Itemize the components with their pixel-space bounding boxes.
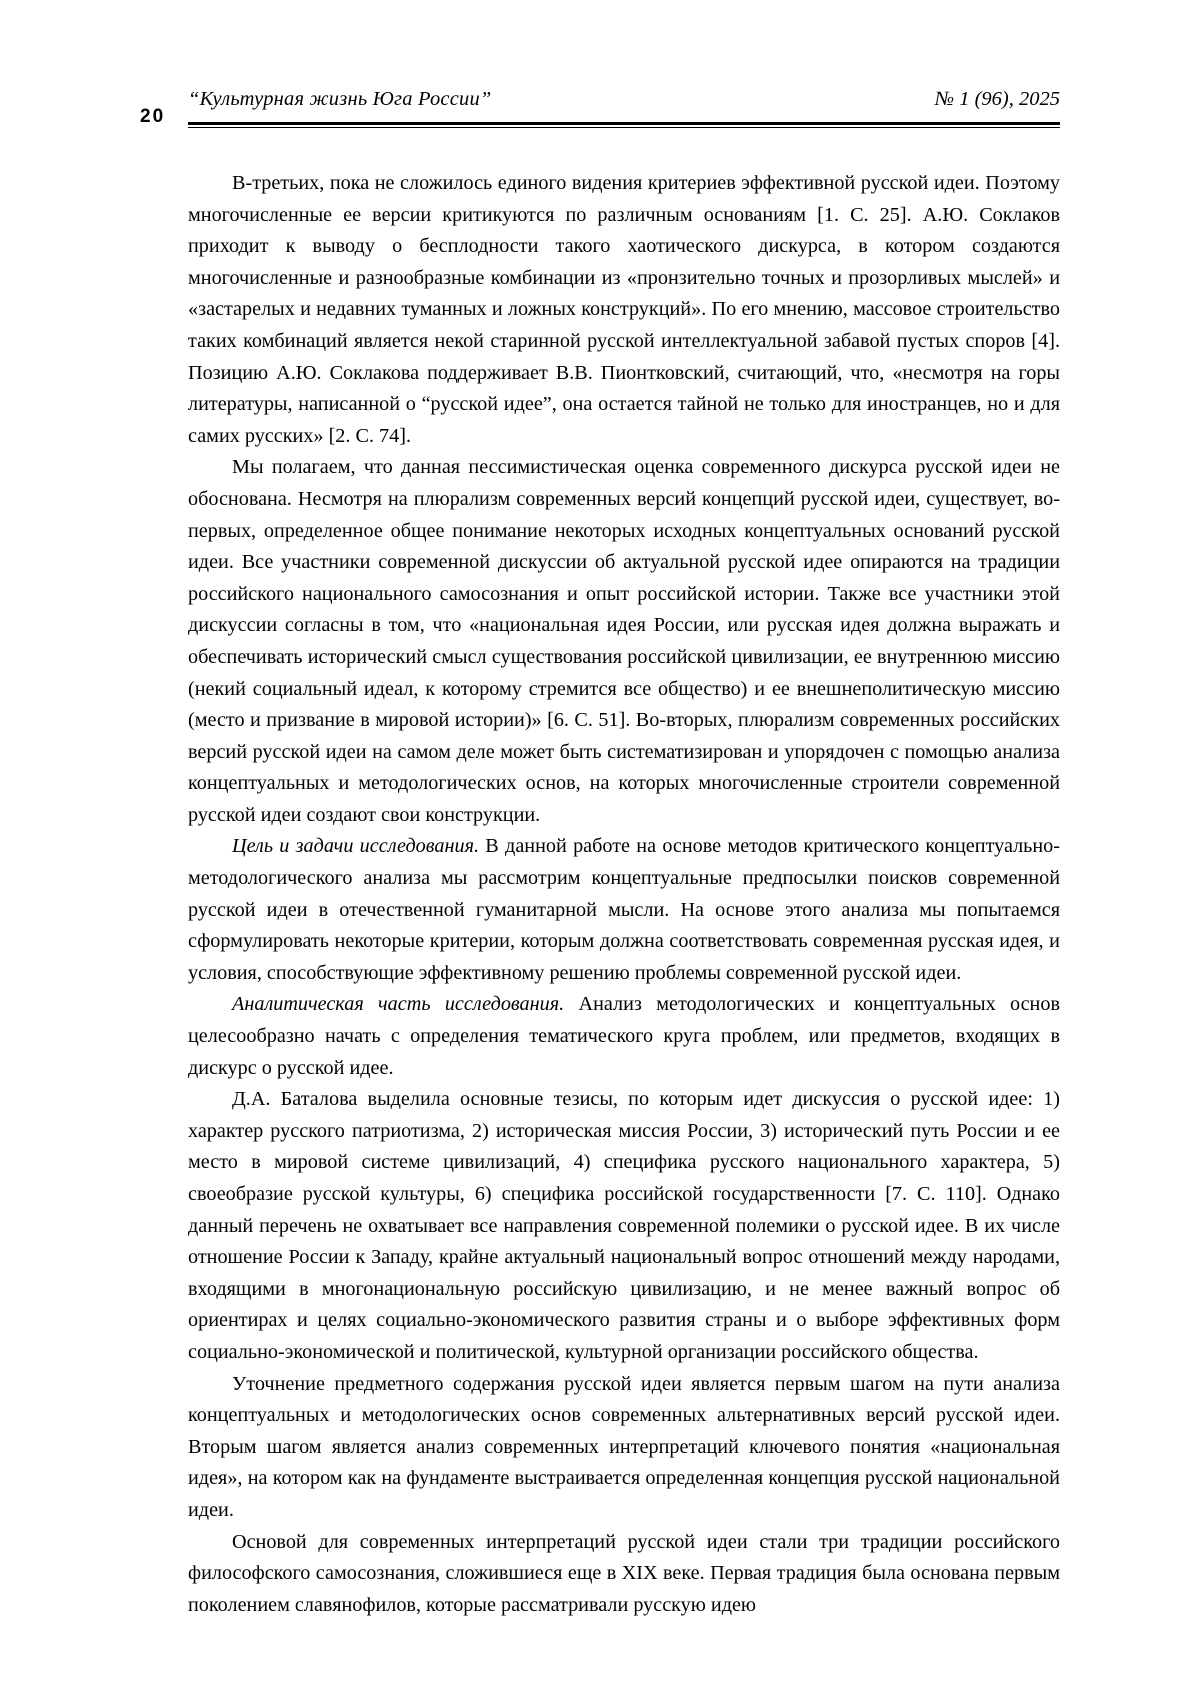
article-body xyxy=(188,168,1060,1621)
body-paragraph xyxy=(188,452,1060,831)
journal-title: “Культурная жизнь Юга России” xyxy=(188,88,492,110)
paragraph-lead: Цель и задачи исследования. xyxy=(232,835,480,858)
paragraph-text: В-третьих, пока не сложилось единого видения критериев эффективной русской идеи. Поэтому многочисленные ее версии критикуются по различным основаниям [1. С. 25]. А.Ю. Соклаков приходит к выводу о бесплодности такого хаотического дискурса, в котором создаются многочисленные и разнообразные комбинации из «пронзительно точных и прозорливых мыслей» и «застарелых и недавних туманных и ложных конструкций». По его мнению, массовое строительство таких комбинаций является некой старинной русской интеллектуальной забавой пустых споров [4]. Позицию А.Ю. Соклакова поддерживает В.В. Пионтковский, считающий, что, «несмотря на горы литературы, написанной о “русской идее”, она остается тайной не только для иностранцев, но и для самих русских» [2. С. 74]. xyxy=(188,172,1060,447)
paragraph-text: Анализ методологических и концептуальных основ целесообразно начать с определения тематического круга проблем, или предметов, входящих в дискурс о русской идее. xyxy=(188,993,1060,1079)
paragraph-text: Мы полагаем, что данная пессимистическая оценка современного дискурса русской идеи не обоснована. Несмотря на плюрализм современных версий концепций русской идеи, существует, во-первых, определенное общее понимание некоторых исходных концептуальных оснований русской идеи. Все участники современной дискуссии об актуальной русской идее опираются на традиции российского национального самосознания и опыт российской истории. Также все участники этой дискуссии согласны в том, что «национальная идея России, или русская идея должна выражать и обеспечивать исторический смысл существования российской цивилизации, ее внутреннюю миссию (некий социальный идеал, к которому стремится все общество) и ее внешнеполитическую миссию (место и призвание в мировой истории)» [6. С. 51]. Во-вторых, плюрализм современных российских версий русской идеи на самом деле может быть систематизирован и упорядочен с помощью анализа концептуальных и методологических основ, на которых многочисленные строители современной русской идеи создают свои конструкции. xyxy=(188,456,1060,826)
body-paragraph xyxy=(188,1369,1060,1527)
body-paragraph xyxy=(188,1084,1060,1368)
paragraph-lead: Аналитическая часть исследования. xyxy=(232,993,565,1016)
body-paragraph xyxy=(188,989,1060,1084)
paragraph-text: Основой для современных интерпретаций русской идеи стали три традиции российского философского самосознания, сложившиеся еще в XIX веке. Первая традиция была основана первым поколением славянофилов, которые рассматривали русскую идею xyxy=(188,1530,1060,1616)
body-paragraph xyxy=(188,168,1060,452)
issue-info: № 1 (96), 2025 xyxy=(934,88,1060,110)
body-paragraph xyxy=(188,831,1060,989)
paragraph-text: Уточнение предметного содержания русской идеи является первым шагом на пути анализа концептуальных и методологических основ современных альтернативных версий русской идеи. Вторым шагом является анализ современных интерпретаций ключевого понятия «национальная идея», на котором как на фундаменте выстраивается определенная концепция русской национальной идеи. xyxy=(188,1372,1060,1521)
header-divider xyxy=(188,122,1060,128)
header-rule-thin xyxy=(188,127,1060,128)
paragraph-text: В данной работе на основе методов критического концептуально-методологического анализа мы рассмотрим концептуальные предпосылки поисков современной русской идеи в отечественной гуманитарной мысли. На основе этого анализа мы попытаемся сформулировать некоторые критерии, которым должна соответствовать современная русская идея, и условия, способствующие эффективному решению проблемы современной русской идеи. xyxy=(188,835,1060,984)
body-paragraph xyxy=(188,1527,1060,1622)
page-number: 20 xyxy=(140,106,166,127)
paragraph-text: Д.А. Баталова выделила основные тезисы, по которым идет дискуссия о русской идее: 1) характер русского патриотизма, 2) историческая миссия России, 3) исторический путь России и ее место в мировой системе цивилизаций, 4) специфика русского национального характера, 5) своеобразие русской культуры, 6) специфика российской государственности [7. С. 110]. Однако данный перечень не охватывает все направления современной полемики о русской идее. В их числе отношение России к Западу, крайне актуальный национальный вопрос отношений между народами, входящими в многонациональную российскую цивилизацию, и не менее важный вопрос об ориентирах и целях социально-экономического развития страны и о выборе эффективных форм социально-экономической и политической, культурной организации российского общества. xyxy=(188,1088,1060,1363)
page-header xyxy=(140,88,1060,134)
